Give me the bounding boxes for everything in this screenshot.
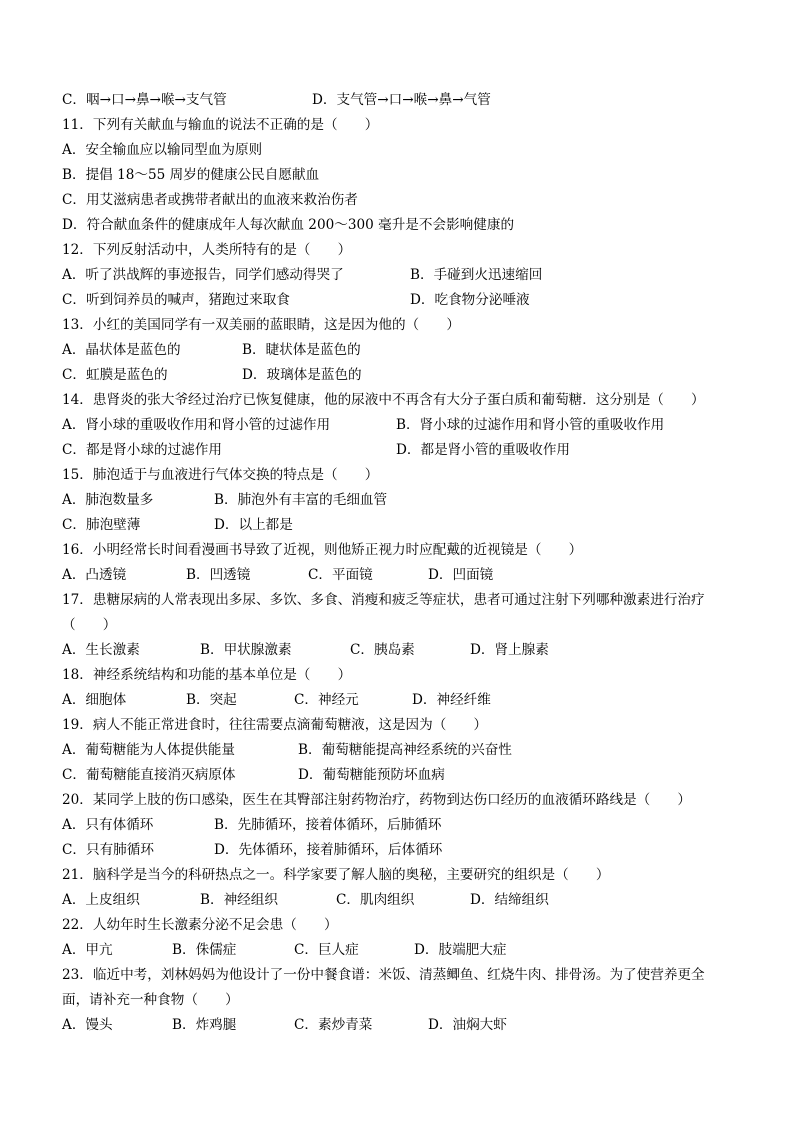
option-a: A．肾小球的重吸收作用和肾小管的过滤作用 [62, 417, 331, 433]
option-c: C．咽→口→鼻→喉→支气管 [62, 92, 227, 108]
option-c: C．肌肉组织 [336, 892, 415, 908]
option-b: B．炸鸡腿 [172, 1017, 237, 1033]
option-d: D．符合献血条件的健康成年人每次献血 200～300 毫升是不会影响健康的 [62, 217, 515, 233]
option-b: B．提倡 18～55 周岁的健康公民自愿献血 [62, 167, 320, 183]
option-row [62, 563, 734, 588]
option-c: C．都是肾小球的过滤作用 [62, 442, 222, 458]
option-d: D．支气管→口→喉→鼻→气管 [312, 92, 491, 108]
option-b: B．葡萄糖能提高神经系统的兴奋性 [298, 742, 512, 758]
option-row [62, 763, 734, 788]
question-stem: 13．小红的美国同学有一双美丽的蓝眼睛，这是因为他的（ ） [62, 317, 460, 333]
exam-page [62, 88, 734, 1038]
option-d: D．肢端肥大症 [414, 942, 507, 958]
question-stem: 18．神经系统结构和功能的基本单位是（ ） [62, 667, 352, 683]
option-c: C．平面镜 [308, 567, 373, 583]
option-d: D．以上都是 [214, 517, 293, 533]
option-c: C．素炒青菜 [294, 1017, 373, 1033]
option-a: A．晶状体是蓝色的 [62, 342, 181, 358]
option-a: A．馒头 [62, 1017, 113, 1033]
option-b: B．侏儒症 [172, 942, 237, 958]
option-b: B．肾小球的过滤作用和肾小管的重吸收作用 [396, 417, 665, 433]
option-row [62, 513, 734, 538]
question-stem: 22．人幼年时生长激素分泌不足会患（ ） [62, 917, 338, 933]
option-d: D．葡萄糖能预防坏血病 [298, 767, 445, 783]
option-a: A．凸透镜 [62, 567, 127, 583]
option-row [62, 838, 734, 863]
option-c: C．肺泡壁薄 [62, 517, 141, 533]
option-c: C．只有肺循环 [62, 842, 154, 858]
option-row [62, 488, 734, 513]
option-d: D．结缔组织 [470, 892, 549, 908]
option-d: D．都是肾小管的重吸收作用 [396, 442, 571, 458]
question-stem: 16．小明经常长时间看漫画书导致了近视，则他矫正视力时应配戴的近视镜是（ ） [62, 542, 583, 558]
option-d: D．凹面镜 [428, 567, 494, 583]
option-row [62, 738, 734, 763]
option-d: D．玻璃体是蓝色的 [242, 367, 362, 383]
option-b: B．睫状体是蓝色的 [242, 342, 361, 358]
option-b: B．先肺循环，接着体循环，后肺循环 [214, 817, 442, 833]
option-row [62, 688, 734, 713]
question-stem: 23．临近中考，刘林妈妈为他设计了一份中餐食谱：米饭、清蒸鲫鱼、红烧牛肉、排骨汤。为了使营养更全 [62, 967, 705, 983]
option-a: A．细胞体 [62, 692, 127, 708]
option-c: C．用艾滋病患者或携带者献出的血液来救治伤者 [62, 192, 358, 208]
option-b: B．手碰到火迅速缩回 [410, 267, 543, 283]
option-b: B．凹透镜 [186, 567, 251, 583]
option-b: B．突起 [186, 692, 237, 708]
question-stem: 21．脑科学是当今的科研热点之一。科学家要了解人脑的奥秘，主要研究的组织是（ ） [62, 867, 610, 883]
option-row [62, 638, 734, 663]
option-c: C．巨人症 [294, 942, 359, 958]
option-c: C．神经元 [294, 692, 359, 708]
option-a: A．只有体循环 [62, 817, 154, 833]
option-c: C．虹膜是蓝色的 [62, 367, 168, 383]
option-row [62, 888, 734, 913]
question-stem: 19．病人不能正常进食时，往往需要点滴葡萄糖液，这是因为（ ） [62, 717, 488, 733]
question-stem: 15．肺泡适于与血液进行气体交换的特点是（ ） [62, 467, 379, 483]
option-a: A．肺泡数量多 [62, 492, 154, 508]
question-stem: 17．患糖尿病的人常表现出多尿、多饮、多食、消瘦和疲乏等症状，患者可通过注射下列哪种激素进行治疗 [62, 592, 705, 608]
option-a: A．安全输血应以输同型血为原则 [62, 142, 263, 158]
question-stem-continued: （ ） [62, 617, 117, 633]
option-d: D．油焖大虾 [428, 1017, 507, 1033]
option-a: A．听了洪战辉的事迹报告，同学们感动得哭了 [62, 267, 344, 283]
option-c: C．胰岛素 [350, 642, 415, 658]
question-stem: 14．患肾炎的张大爷经过治疗已恢复健康，他的尿液中不再含有大分子蛋白质和葡萄糖．这分别是（ ） [62, 392, 705, 408]
option-d: D．先体循环，接着肺循环，后体循环 [214, 842, 443, 858]
option-a: A．葡萄糖能为人体提供能量 [62, 742, 235, 758]
option-row [62, 938, 734, 963]
option-b: B．神经组织 [200, 892, 278, 908]
option-a: A．甲亢 [62, 942, 113, 958]
option-a: A．生长激素 [62, 642, 140, 658]
option-row [62, 1013, 734, 1038]
option-row [62, 413, 734, 438]
option-d: D．吃食物分泌唾液 [410, 292, 530, 308]
question-stem-continued: 面，请补充一种食物（ ） [62, 992, 239, 1008]
option-row [62, 288, 734, 313]
option-d: D．肾上腺素 [470, 642, 549, 658]
option-row [62, 363, 734, 388]
option-b: B．肺泡外有丰富的毛细血管 [214, 492, 388, 508]
option-row [62, 263, 734, 288]
option-c: C．听到饲养员的喊声，猪跑过来取食 [62, 292, 290, 308]
option-b: B．甲状腺激素 [200, 642, 292, 658]
option-row [62, 438, 734, 463]
option-a: A．上皮组织 [62, 892, 140, 908]
question-stem: 11．下列有关献血与输血的说法不正确的是（ ） [62, 117, 379, 133]
option-c: C．葡萄糖能直接消灭病原体 [62, 767, 236, 783]
option-d: D．神经纤维 [412, 692, 491, 708]
question-stem: 20．某同学上肢的伤口感染，医生在其臀部注射药物治疗，药物到达伤口经历的血液循环路线是（ ） [62, 792, 692, 808]
option-row [62, 813, 734, 838]
option-row [62, 338, 734, 363]
question-stem: 12．下列反射活动中，人类所特有的是（ ） [62, 242, 352, 258]
option-row [62, 88, 734, 113]
